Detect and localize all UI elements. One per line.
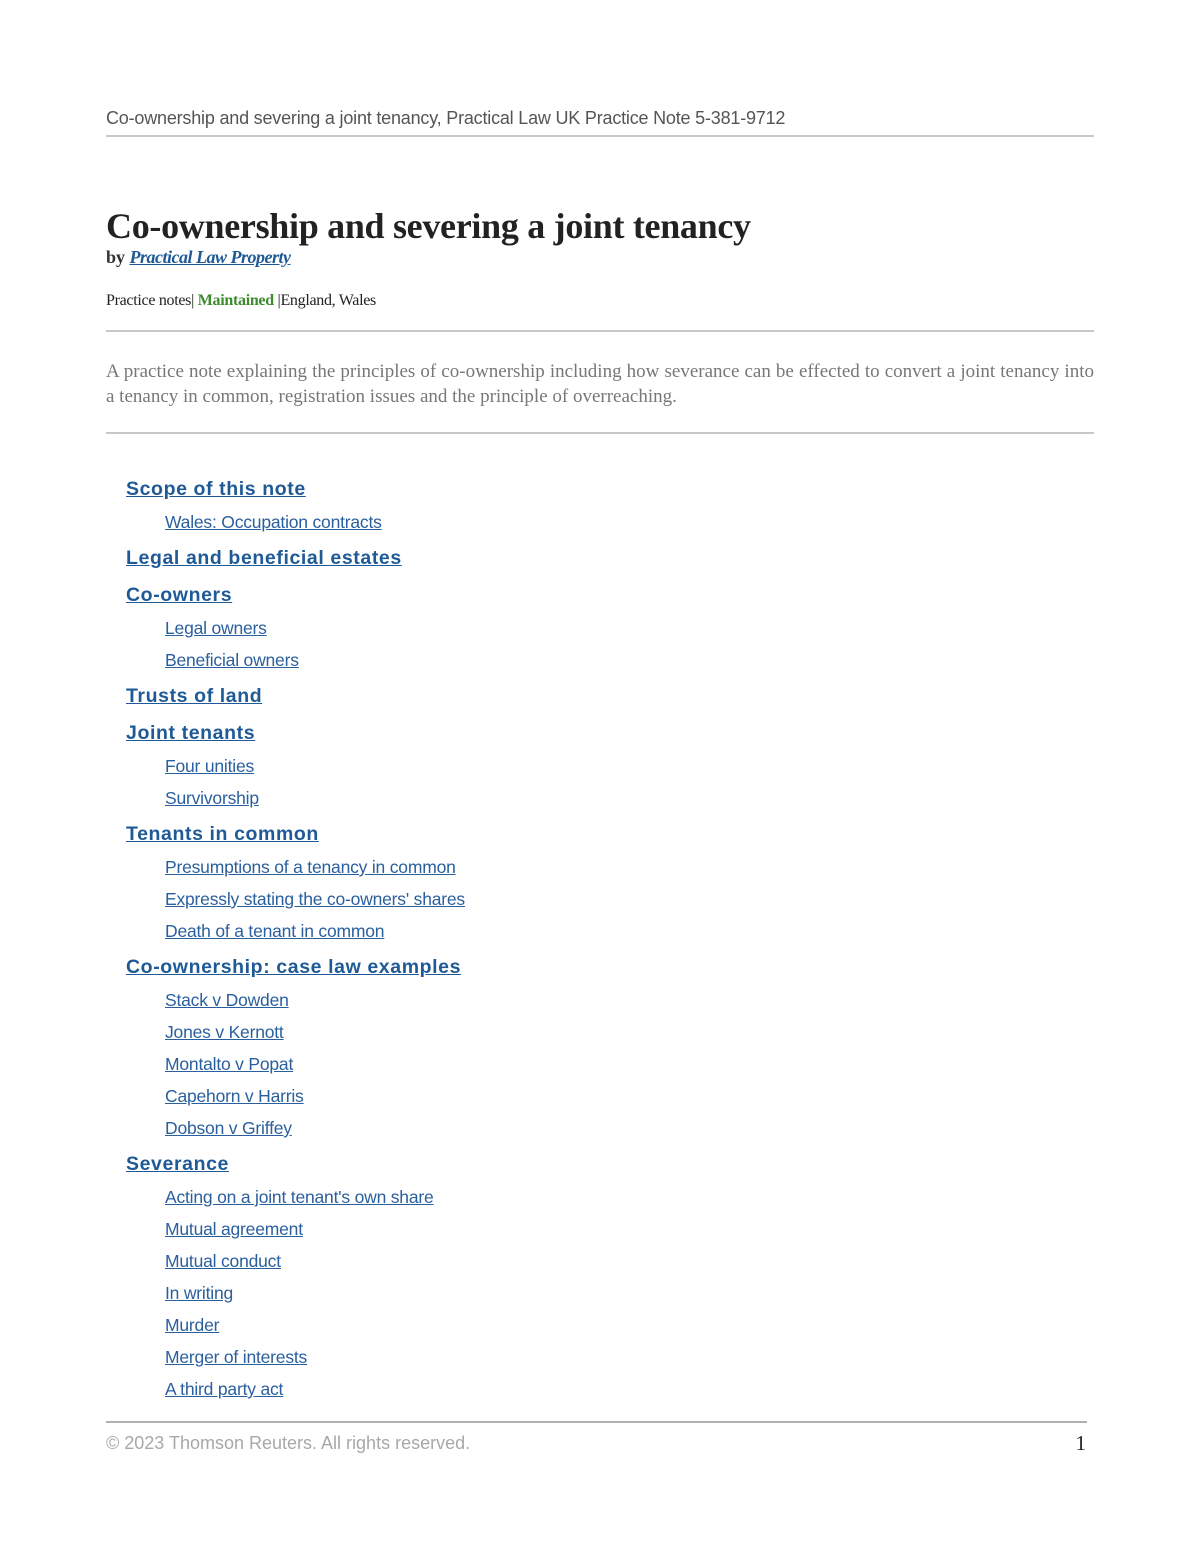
header-divider bbox=[106, 135, 1094, 137]
document-abstract: A practice note explaining the principles of co-ownership including how severance can be effected to convert a joint tenancy into a tenancy in common, registration issues and the principle of overreaching. bbox=[106, 361, 1094, 407]
toc-subsection-link[interactable]: Capehorn v Harris bbox=[165, 1086, 304, 1106]
toc-section-link[interactable]: Severance bbox=[126, 1153, 229, 1175]
status-badge: Maintained bbox=[197, 292, 274, 309]
toc-subsection-link[interactable]: Stack v Dowden bbox=[165, 990, 289, 1010]
resource-type: Practice notes bbox=[106, 292, 192, 309]
toc-subsection-link[interactable]: Wales: Occupation contracts bbox=[165, 512, 382, 532]
toc-section-link[interactable]: Scope of this note bbox=[126, 478, 306, 500]
byline bbox=[106, 247, 290, 268]
author-link[interactable]: Practical Law Property bbox=[129, 247, 291, 267]
page-number: 1 bbox=[1075, 1431, 1086, 1455]
toc-subsection-link[interactable]: Murder bbox=[165, 1315, 220, 1335]
copyright-notice: © 2023 Thomson Reuters. All rights reserved. bbox=[106, 1433, 471, 1453]
document-title: Co-ownership and severing a joint tenancy bbox=[106, 206, 751, 246]
toc-section-link[interactable]: Co-owners bbox=[126, 584, 233, 606]
toc-subsection-link[interactable]: In writing bbox=[165, 1283, 234, 1303]
document-meta bbox=[106, 292, 376, 310]
toc-subsection-link[interactable]: Beneficial owners bbox=[165, 650, 299, 670]
running-header: Co-ownership and severing a joint tenancy, Practical Law UK Practice Note 5-381-9712 bbox=[106, 108, 786, 128]
abstract-divider bbox=[106, 432, 1094, 434]
jurisdiction: England, Wales bbox=[280, 292, 376, 309]
toc-subsection-link[interactable]: Acting on a joint tenant's own share bbox=[165, 1187, 434, 1207]
meta-divider bbox=[106, 330, 1094, 332]
toc-subsection-link[interactable]: A third party act bbox=[165, 1379, 284, 1399]
toc-section-link[interactable]: Trusts of land bbox=[126, 685, 263, 707]
toc-subsection-link[interactable]: Montalto v Popat bbox=[165, 1054, 294, 1074]
toc-subsection-link[interactable]: Death of a tenant in common bbox=[165, 921, 385, 941]
toc-subsection-link[interactable]: Four unities bbox=[165, 756, 255, 776]
toc-subsection-link[interactable]: Mutual agreement bbox=[165, 1219, 303, 1239]
meta-separator: | bbox=[277, 292, 281, 309]
toc-section-link[interactable]: Tenants in common bbox=[126, 823, 319, 845]
toc-section-link[interactable]: Legal and beneficial estates bbox=[126, 547, 402, 569]
toc-subsection-link[interactable]: Survivorship bbox=[165, 788, 259, 808]
by-label: by bbox=[106, 247, 126, 267]
toc-subsection-link[interactable]: Jones v Kernott bbox=[165, 1022, 284, 1042]
toc-subsection-link[interactable]: Expressly stating the co-owners' shares bbox=[165, 889, 465, 909]
toc-section-link[interactable]: Joint tenants bbox=[126, 722, 256, 744]
footer-divider bbox=[106, 1421, 1087, 1423]
toc-subsection-link[interactable]: Dobson v Griffey bbox=[165, 1118, 292, 1138]
toc-subsection-link[interactable]: Presumptions of a tenancy in common bbox=[165, 857, 456, 877]
toc-section-link[interactable]: Co-ownership: case law examples bbox=[126, 956, 462, 978]
toc-subsection-link[interactable]: Merger of interests bbox=[165, 1347, 308, 1367]
toc-subsection-link[interactable]: Mutual conduct bbox=[165, 1251, 281, 1271]
toc-subsection-link[interactable]: Legal owners bbox=[165, 618, 267, 638]
meta-separator: | bbox=[191, 292, 195, 309]
